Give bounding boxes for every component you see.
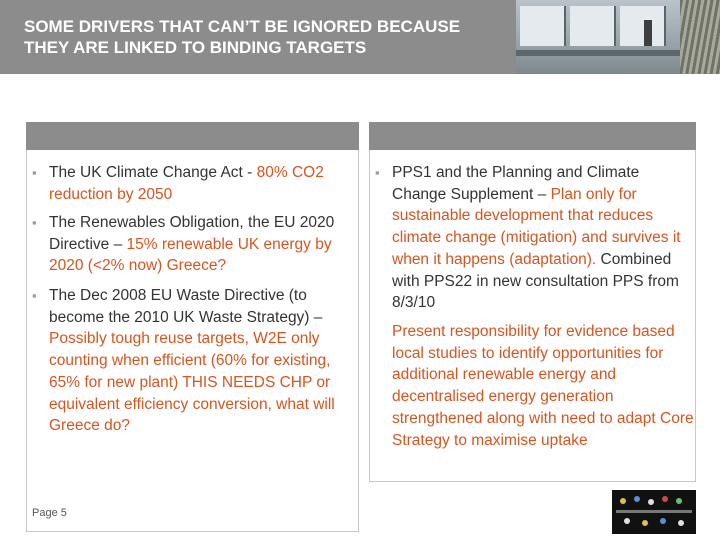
right-bullet-1-text-end: Combined with PPS22 in new consultation PPS from 8/3/10 xyxy=(392,250,679,312)
photo-tree xyxy=(680,0,720,74)
logo-dot xyxy=(676,498,682,504)
left-bullet-1-text: The UK Climate Change Act - xyxy=(49,164,257,181)
logo-dot xyxy=(620,498,626,504)
left-column-header xyxy=(26,122,359,150)
slide-title: SOME DRIVERS THAT CAN’T BE IGNORED BECAUSE THEY ARE LINKED TO BINDING TARGETS xyxy=(24,17,461,57)
logo-dot xyxy=(678,520,684,526)
right-bullet-1-highlight: Plan only for sustainable development that reduces climate change (mitigation) and survives it when it happens (adaptation). xyxy=(392,185,681,268)
logo-image xyxy=(612,490,696,534)
logo-dot xyxy=(642,520,648,526)
left-bullet-3-text: The Dec 2008 EU Waste Directive (to become the 2010 UK Waste Strategy) – xyxy=(49,287,323,326)
left-bullet-2-text: The Renewables Obligation, the EU 2020 Directive – xyxy=(49,214,335,253)
right-bullet-1-text: PPS1 and the Planning and Climate Change Supplement – xyxy=(392,164,640,203)
photo-window xyxy=(570,6,616,46)
logo-dot xyxy=(624,518,630,524)
logo-line xyxy=(616,510,692,513)
left-bullet-2 xyxy=(32,212,357,277)
right-column-header xyxy=(369,122,696,150)
photo-window xyxy=(520,6,566,46)
header-photo xyxy=(516,0,720,74)
left-bullet-1 xyxy=(32,162,357,205)
right-bullet-1 xyxy=(375,162,695,314)
page-number: Page 5 xyxy=(32,507,67,519)
left-bullet-3 xyxy=(32,285,357,437)
logo-dot xyxy=(662,496,668,502)
photo-figure xyxy=(644,20,652,46)
left-bullet-1-highlight: 80% CO2 reduction by 2050 xyxy=(49,164,324,203)
left-bullet-3-highlight: Possibly tough reuse targets, W2E only counting when efficient (60% for existing, 65% for new plant) THIS NEEDS CHP or equivalent efficiency conversion, what will Greece do? xyxy=(49,330,335,435)
photo-window xyxy=(620,6,666,46)
logo-dot xyxy=(660,518,666,524)
right-paragraph: Present responsibility for evidence based local studies to identify opportunities for additional renewable energy and decentralised energy generation strengthened along with need to adapt Core Strategy to maximise uptake xyxy=(392,323,694,449)
logo-dot xyxy=(648,499,654,505)
left-bullet-2-highlight: 15% renewable UK energy by 2020 (<2% now) Greece? xyxy=(49,235,332,275)
photo-ledge xyxy=(516,50,686,56)
logo-dot xyxy=(634,496,640,502)
